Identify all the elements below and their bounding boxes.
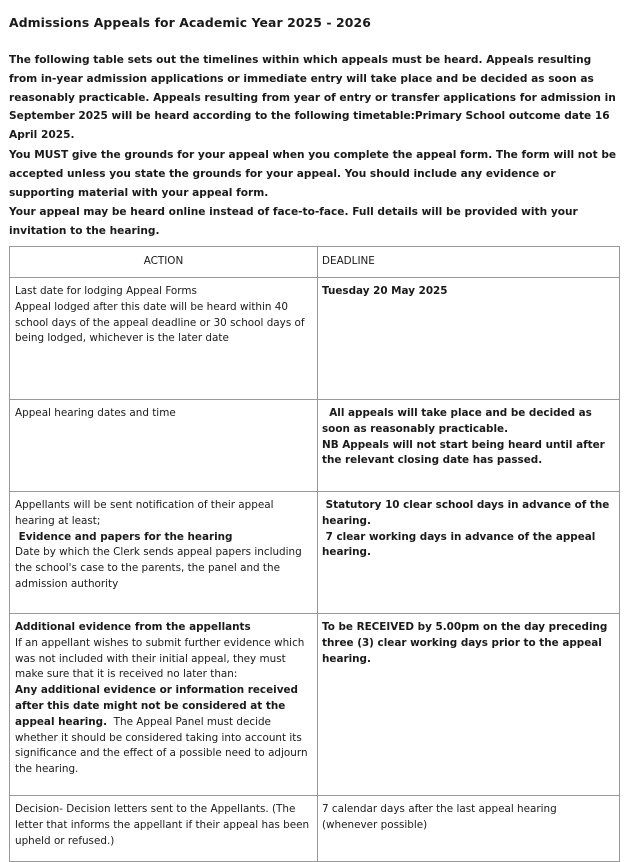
online-hearing-paragraph: Your appeal may be heard online instead of face-to-face. Full details will be provided with your invitation to the hearing. — [9, 206, 578, 238]
deadline-text: All appeals will take place and be decided as soon as reasonably practicable. — [322, 406, 596, 435]
action-heading: Last date for lodging Appeal Forms — [15, 284, 197, 297]
table-row — [10, 277, 620, 399]
deadline-text: 7 calendar days after the last appeal hearing (whenever possible) — [322, 802, 557, 831]
action-note: The Appeal Panel must decide whether it should be considered taking into account its significance and the effect of a possible need to adjourn the hearing. — [15, 715, 311, 776]
action-header: ACTION — [143, 255, 184, 268]
deadline-cell — [318, 491, 620, 613]
action-cell — [10, 613, 318, 795]
deadline-header: DEADLINE — [322, 255, 375, 268]
table-row — [10, 613, 620, 795]
action-cell — [10, 795, 318, 861]
action-warning: Any additional evidence or information received after this date might not be considered at the appeal hearing. — [15, 684, 298, 728]
action-heading: Additional evidence from the appellants — [15, 620, 251, 633]
table-row — [10, 491, 620, 613]
table-header-row — [10, 246, 620, 277]
action-header-cell — [10, 246, 318, 277]
deadline-cell — [318, 613, 620, 795]
appeals-timetable — [9, 246, 620, 862]
action-cell — [10, 277, 318, 399]
deadline-text: Statutory 10 clear school days in advance of the hearing. — [322, 498, 613, 527]
page-title: Admissions Appeals for Academic Year 2025 - 2026 — [9, 15, 371, 30]
action-heading: Appellants will be sent notification of their appeal hearing at least; — [15, 498, 274, 527]
deadline-cell — [318, 795, 620, 861]
deadline-text: To be RECEIVED by 5.00pm on the day preceding three (3) clear working days prior to the appeal hearing. — [322, 620, 608, 665]
action-cell — [10, 491, 318, 613]
deadline-text: Tuesday 20 May 2025 — [322, 284, 448, 297]
action-text: If an appellant wishes to submit further evidence which was not included with their initial appeal, they must make sure that it is received no later than: — [15, 636, 305, 681]
action-subheading: Evidence and papers for the hearing — [15, 530, 233, 543]
intro-paragraph: The following table sets out the timelines within which appeals must be heard. Appeals resulting from in-year admission applications or immediate entry will take place and be decided as soon as reasonably practicable. Appeals resulting from year of entry or transfer applications for admission in September 2025 will be heard according to the following timetable:Primary School outcome date 16 April 2025. — [9, 54, 616, 142]
deadline-header-cell — [318, 246, 620, 277]
grounds-paragraph: You MUST give the grounds for your appeal when you complete the appeal form. The form will not be accepted unless you state the grounds for your appeal. You should include any evidence or supporting material with your appeal form. — [9, 148, 617, 199]
table-row — [10, 399, 620, 491]
action-heading: Decision- Decision letters sent to the Appellants. (The letter that informs the appellant if their appeal has been upheld or refused.) — [15, 802, 310, 847]
deadline-note: 7 clear working days in advance of the appeal hearing. — [322, 530, 599, 559]
deadline-cell — [318, 399, 620, 491]
deadline-note: NB Appeals will not start being heard until after the relevant closing date has passed. — [322, 438, 605, 467]
deadline-cell — [318, 277, 620, 399]
action-cell — [10, 399, 318, 491]
action-heading: Appeal hearing dates and time — [15, 406, 176, 419]
table-row — [10, 795, 620, 861]
action-text: Appeal lodged after this date will be heard within 40 school days of the appeal deadline or 30 school days of being lodged, whichever is the later date — [15, 300, 305, 345]
action-text: Date by which the Clerk sends appeal papers including the school's case to the parents, the panel and the admission authority — [15, 546, 302, 590]
